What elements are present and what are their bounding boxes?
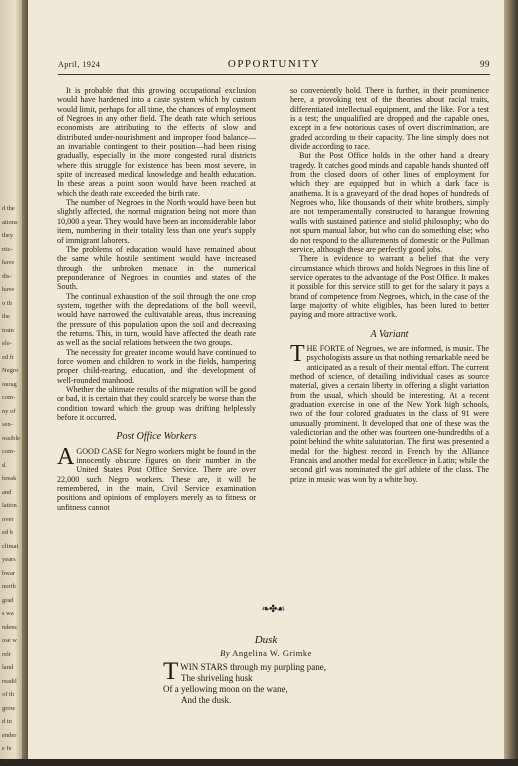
previous-page-text-fragment: ch w [2,758,15,766]
magazine-page [28,0,504,759]
previous-page-text-fragment: break [2,475,17,482]
poem-byline [28,648,504,658]
section-heading: A Variant [370,328,409,340]
paragraph: so conveniently hold. There is further, in their prominence here, a provoking test of the theories about racial traits, differentiated intellectual equipment, and the like. For a test is a test; the unqualified are dropped and the capable ones, except in a few notorious cases of overt discrimination, are graded according to their capacity. The line simply does not divide according to race. [290,86,489,152]
previous-page-text-fragment: climat [2,542,19,550]
previous-page-text-fragment: o th [2,299,12,307]
poem-line: The shriveling husk [181,673,253,683]
section-paragraph [290,340,489,484]
section-text: GOOD CASE for Negro workers might be found in the innocently obscure figures on their number in the United States Post Office Service. There are over 22,000 such Negro workers. These are, it will be remembered, in the main, Civil Service examination positions and opinions of employers merely as to fitness or unfitness cannot [57,446,256,512]
previous-page-text-fragment: train [2,326,14,334]
section-heading: Post Office Workers [116,431,197,443]
page-header [58,58,490,72]
paragraph: The problems of education would have remained about the same while hostile sentiment would have increased through the unbroken menace in the numerical preponderance of Negroes in counties and states of the South. [57,244,256,292]
previous-page-text-fragment: com- [2,394,16,401]
previous-page-text-fragment: grow [2,704,16,712]
magazine-title: OPPORTUNITY [227,58,321,70]
previous-page-text-fragment: d the [2,205,15,212]
drop-cap: A [57,443,75,470]
drop-cap: T [163,658,179,685]
page-number: 99 [480,59,490,69]
previous-page-text-fragment: have [2,259,15,266]
previous-page-text-fragment: ny of [2,407,16,415]
poem-line: And the dusk. [181,695,232,705]
previous-page-text-fragment: over [2,515,14,523]
previous-page-text-fragment: d tu [2,718,12,725]
paragraph: But the Post Office holds in the other hand a dreary tragedy. It catches good minds and capable hands shunted off from the closed doors of other lines of employment for which they are equipped but in which a dark face is anathema. It is a graveyard of the dead hopes of hundreds of Negroes who, like thousands of their white brothers, simply are not temperamentally constructed to harangue frowning walls with sustained patience and stolid philosophy; who do not spurn manual labor, but who can do something else; who do not respond to the allurements of domestic or the Pullman service, although these are perfectly good jobs. [290,151,489,254]
previous-page-text-fragment: ossible [2,434,21,442]
previous-page-text-fragment: sen- [2,421,13,428]
paragraph: The number of Negroes in the North would have been but slightly affected, the normal migration being not more than 10,000 a year. They would have been an inconsiderable labor item, numbering in their totality less than one year's supply of immigrant laborers. [57,198,256,245]
header-rule [58,74,490,75]
previous-page-edge [0,0,22,766]
paragraph: It is probable that this growing occupational exclusion would have hardened into a caste system which by custom would limit, perhaps for all time, the chances of employment of Negroes in any other field. The death rate which serious economists are attributing to the effects of slow and distributed under-nourishment and improper food balance—an invariable contingent to their position—had been rising gradually, especially in the more congested rural districts where this struggle for existence has been most severe, in spite of increased medical knowledge and health education. In these areas a point soon would have been reached at which the death rate exceeded the birth rate. [57,86,256,198]
previous-page-text-fragment: ender [2,731,17,739]
poem-body [163,658,463,706]
previous-page-text-fragment: relr [2,650,12,658]
previous-page-text-fragment: dis- [2,272,12,280]
poem-author: Angelina W. Grimke [232,648,312,658]
drop-cap: T [290,340,305,367]
previous-page-text-fragment: hwar [2,569,15,577]
previous-page-text-fragment: d. [2,461,7,469]
previous-page-text-fragment: ourag [2,380,17,388]
previous-page-text-fragment: readil [2,677,17,685]
issue-date: April, 1924 [58,60,101,69]
previous-page-text-fragment: ed fr [2,353,15,361]
previous-page-text-fragment: ele- [2,340,12,347]
paragraph: Whether the ultimate results of the migration will be good or bad, it is certain that they could scarcely be worse than the condition toward which the group was drifting helplessly before it occurred. [57,385,256,423]
left-column [57,86,256,512]
ornament-divider: ❧✤☙ [261,604,285,615]
previous-page-text-fragment: and [2,488,12,496]
previous-page-text-fragment: e fe [2,745,12,752]
previous-page-text-fragment: of th [2,691,15,698]
right-column [290,86,489,484]
previous-page-text-fragment: ose w [2,637,17,644]
section-paragraph [57,443,256,512]
previous-page-text-fragment: ations [2,218,18,226]
previous-page-text-fragment: north [2,583,16,590]
previous-page-text-fragment: rtic- [2,245,13,253]
paragraph: There is evidence to warrant a belief that the very circumstance which throws and holds Negroes in this line of service operates to the advantage of the Post Office. It makes it possible for this service still to get for the salary it pays a brand of competence from Negroes, which, in the case of the large majority of white eligibles, has been lured to better paying and more attractive work. [290,254,489,320]
previous-page-text-fragment: land [2,664,14,671]
previous-page-text-fragment: ed b [2,529,14,536]
previous-page-text-fragment: they [2,232,14,239]
poem-line: Of a yellowing moon on the wane, [163,684,288,694]
previous-page-text-fragment: have [2,286,15,293]
previous-page-text-fragment: lation [2,502,17,509]
section-text: HE FORTE of Negroes, we are informed, is music. The psychologists assure us that nothing remarkable need be anticipated as a result of their mental effort. The current method of science, of detailing individual cases as source material, gives a certain liberty in offering a slight variation from the usual, which should be interesting. At a recent graduation exercise in one of the New York high schools, two of the four colored graduates in the class of 91 were unusually prominent. It developed that one of these was the valedictorian and the other was fourteen one-hundredths of a point behind the white salutatorian. The first was presented a medal for the highest record in French by the Alliance Francais and another medal for excellence in Latin; while the second girl was nominated the girl athlete of the class. The prize in music was won by a white boy. [290,343,489,484]
paragraph: The continual exhaustion of the soil through the one crop system, together with the depredations of the boll weevil, would have narrowed the cultivatable areas, thus increasing the pressure of this population upon the soil and decreasing the returns. This, in turn, would have affected the death rate as well as the social relations between the two groups. [57,291,256,348]
previous-page-text-fragment: the [2,313,10,320]
paragraph: The necessity for greater income would have continued to force women and children to work in the fields, hampering proper child-rearing, education, and the development of well-rounded manhood. [57,347,256,385]
previous-page-text-fragment: grad [2,596,14,604]
poem-first-line: WIN STARS through my purpling pane, [180,662,327,672]
poem-title: Dusk [254,634,278,646]
page-stack-edge [504,0,518,759]
previous-page-text-fragment: years [2,556,16,563]
previous-page-text-fragment: com- [2,448,16,455]
previous-page-text-fragment: Negro [2,367,19,374]
byline-prefix: By [220,648,231,658]
previous-page-text-fragment: s wa [2,610,14,617]
previous-page-text-fragment: ndenc [2,623,18,631]
